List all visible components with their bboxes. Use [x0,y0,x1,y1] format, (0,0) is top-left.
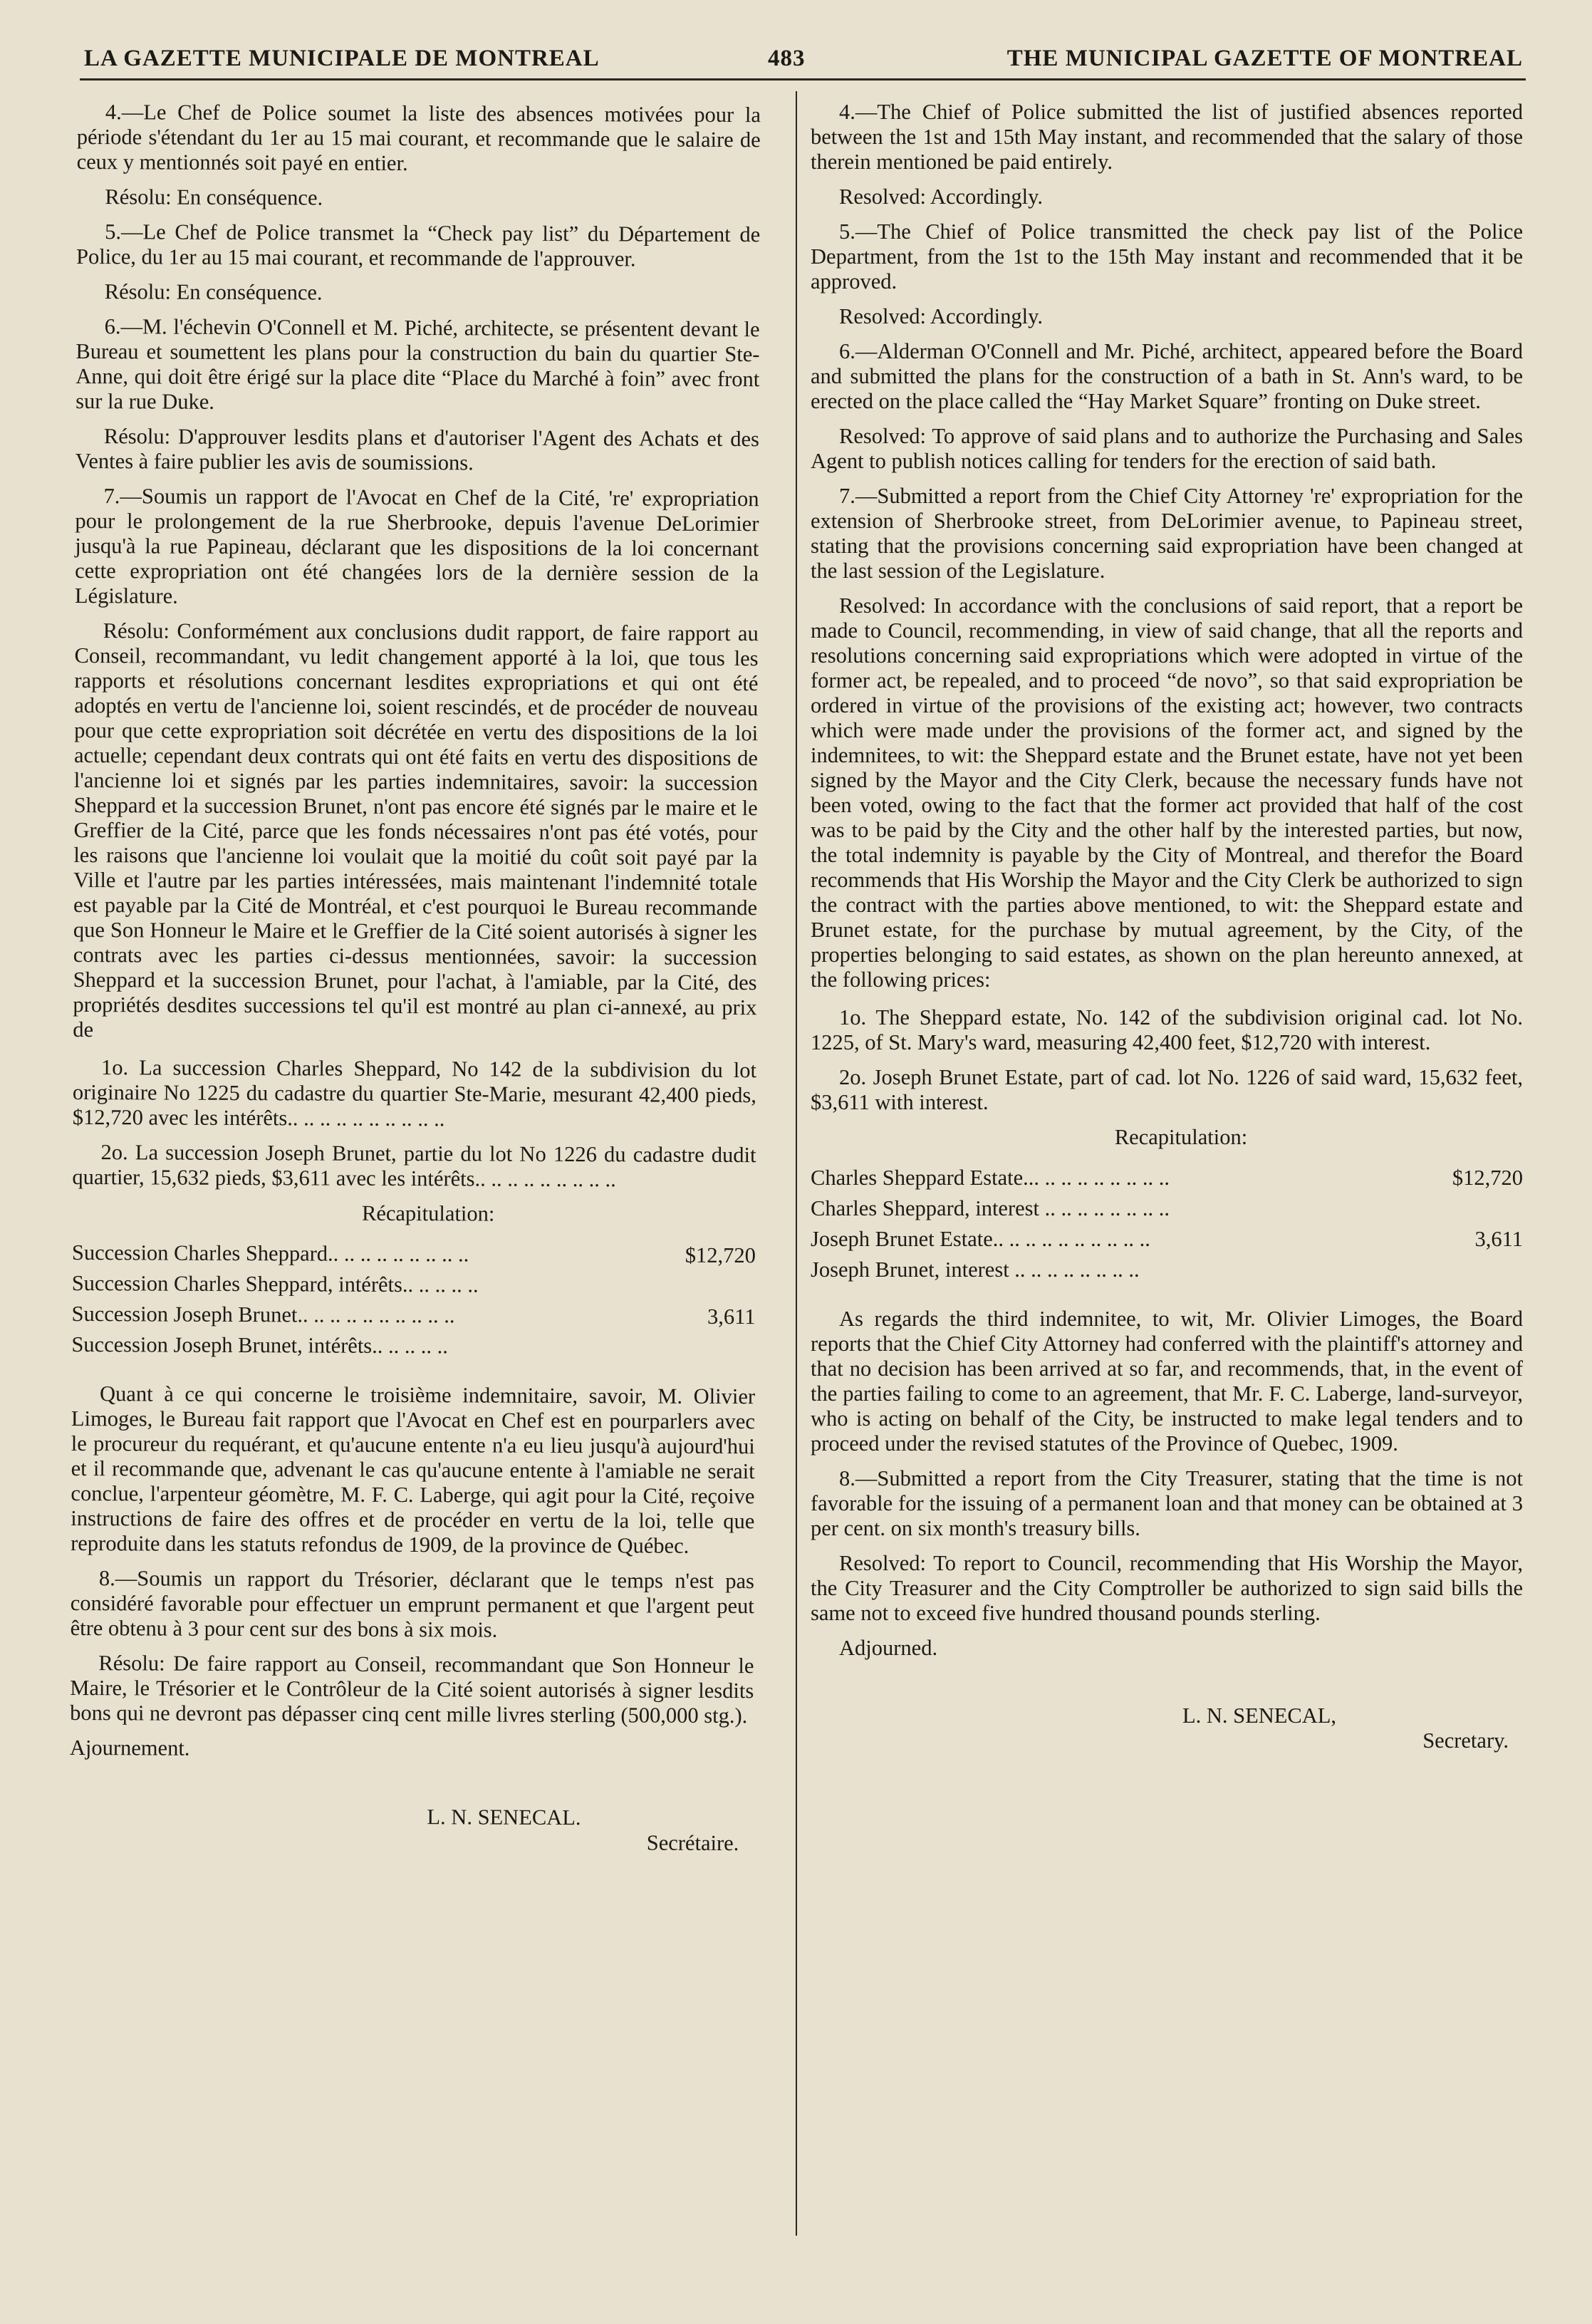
fr-recap-amount: $12,720 [685,1243,756,1268]
fr-third-indemnitee: Quant à ce qui concerne le troisième indemnitaire, savoir, M. Olivier Limoges, le Bureau fait rapport que l'Avocat en Chef est en pourparlers avec le procureur du requérant, et qu'aucune entente n'a eu lieu jusqu'à aujourd'hui et il recommande que, advenant le cas qu'aucune entente à l'amiable ne serait conclue, l'arpenteur géomètre, M. F. C. Laberge, qui agit pour la Cité, reçoive instructions de faire des offres et de procéder en vertu de la loi, telle que reproduite dans les statuts refondus de 1909, de la province de Québec. [71,1381,756,1558]
en-recap-label: Charles Sheppard Estate... .. .. .. .. .. .. .. .. [811,1166,1170,1190]
fr-item-8: 8.—Soumis un rapport du Trésorier, déclarant que le temps n'est pas considéré favorable pour effectuer un emprunt permanent et que l'argent peut être obtenu à 3 pour cent sur des bons à six mois. [70,1566,755,1642]
en-recap-label: Joseph Brunet, interest .. .. .. .. .. .. .. .. [811,1257,1140,1282]
en-recap-row [811,1224,1523,1255]
en-resolution-5: Resolved: Accordingly. [839,304,1044,328]
fr-recap-row [71,1299,755,1332]
fr-recap-label: Succession Charles Sheppard.. .. .. .. .. .. .. .. .. [71,1240,469,1267]
fr-signature [69,1803,753,1856]
fr-recap-label: Succession Joseph Brunet, intérêts.. .. .. .. .. [71,1332,449,1359]
en-recap-list [811,1163,1523,1285]
header-rule [80,78,1526,81]
fr-recap-list [71,1238,756,1363]
en-recap-label: Joseph Brunet Estate.. .. .. .. .. .. .. .. .. .. [811,1227,1150,1251]
fr-resolution-7: Résolu: Conformément aux conclusions dudit rapport, de faire rapport au Conseil, recommandant, vu ledit changement apporté à la loi, que tous les rapports et résolutions concernant lesdites expropriations et qui ont été adoptés en vertu de l'ancienne loi, soient rescindés, et de procéder de nouveau pour que cette expropriation soit décrétée en vertu des dispositions de la loi actuelle; cependant deux contrats qui ont été faits en vertu des dispositions de l'ancienne loi et signés par les parties indemnitaires, savoir: la succession Sheppard et la succession Brunet, n'ont pas encore été signés par le maire et le Greffier de la Cité, parce que les fonds nécessaires n'ont pas été votés, pour les raisons que l'ancienne loi voulait que la moitié du coût soit payé par la Ville et l'autre par les parties intéressées, mais maintenant l'indemnité totale est payable par la Cité de Montréal, et c'est pourquoi le Bureau recommande que Son Honneur le Maire et le Greffier de la Cité soient autorisés à signer les contrats avec les parties ci-dessus mentionnées, savoir: la succession Sheppard et la succession Brunet, pour l'achat, à l'amiable, par la Cité, des propriétés desdites successions tel qu'il est montré au plan ci-annexé, au prix de [73,618,759,1042]
page-header [84,46,1523,81]
en-adjournment: Adjourned. [839,1636,938,1660]
english-column [811,100,1523,1753]
en-item-6: 6.—Alderman O'Connell and Mr. Piché, architect, appeared before the Board and submitted the plans for the construction of a bath in St. Ann's ward, to be erected on the place called the “Hay Market Square” fronting on Duke street. [811,339,1523,413]
fr-recap-amount: 3,611 [707,1304,756,1329]
en-resolution-7: Resolved: In accordance with the conclusions of said report, that a report be made to Council, recommending, in view of said change, that all the reports and resolutions concerning said expropriations which were adopted in virtue of the former act, be repealed, and to proceed “de novo”, so that said expropriation be ordered in virtue of the provisions of the existing act; however, two contracts which were made under the provisions of the former act, and signed by the indemnitees, to wit: the Sheppard estate and the Brunet estate, have not yet been signed by the Mayor and the City Clerk, because the necessary funds have not been voted, owing to the fact that the former act provided that half of the cost was to be paid by the City and the other half by the interested parties, but now, the total indemnity is payable by the City of Montreal, and therefor the Board recommends that His Worship the Mayor and the City Clerk be authorized to sign the contract with the parties above mentioned, to wit: the Sheppard estate and Brunet estate, for the purchase by mutual agreement, by the City, of the properties belonging to said estates, as shown on the plan hereunto annexed, at the following prices: [811,593,1523,992]
fr-item-4: 4.—Le Chef de Police soumet la liste des absences motivées pour la période s'étendant du 1er au 15 mai courant, et recommande que le salaire de ceux y mentionnés soit payé en entier. [76,100,761,176]
fr-adjournment: Ajournement. [69,1735,190,1760]
french-column [69,100,761,1856]
en-resolution-8: Resolved: To report to Council, recommending that His Worship the Mayor, the City Treasurer and the City Comptroller be authorized to sign said bills the same not to exceed five hundred thousand pounds sterling. [811,1551,1523,1625]
en-item-5: 5.—The Chief of Police transmitted the check pay list of the Police Department, from the 1st to the 15th May instant and recommended that it be approved. [811,219,1523,294]
en-item-7: 7.—Submitted a report from the Chief City Attorney 're' expropriation for the extension of Sherbrooke street, from DeLorimier avenue, to Papineau street, stating that the provisions concerning said expropriation have been changed at the last session of the Legislature. [811,484,1523,583]
fr-item-5: 5.—Le Chef de Police transmet la “Check pay list” du Département de Police, du 1er au 15 mai courant, et recommande de l'approuver. [76,219,761,271]
fr-resolution-4: Résolu: En conséquence. [105,185,323,210]
header-english-title: THE MUNICIPAL GAZETTE OF MONTREAL [1006,46,1523,71]
en-recap-row [811,1193,1523,1224]
en-third-indemnitee: As regards the third indemnitee, to wit, Mr. Olivier Limoges, the Board reports that the Chief City Attorney had conferred with the plaintiff's attorney and that no decision has been arrived at so far, and recommends, that, in the event of the parties failing to come to an agreement, that Mr. F. C. Laberge, land-surveyor, who is acting on behalf of the City, be instructed to make legal tenders and to proceed under the revised statutes of the Province of Quebec, 1909. [811,1307,1523,1456]
en-recap-amount [1445,1193,1523,1224]
fr-resolution-8: Résolu: De faire rapport au Conseil, recommandant que Son Honneur le Maire, le Trésorier et le Contrôleur de la Cité soient autorisés à signer lesdits bons qui ne devront pas dépasser cinq cent mille livres sterling (500,000 stg.). [70,1651,754,1728]
en-resolution-6: Resolved: To approve of said plans and to authorize the Purchasing and Sales Agent to publish notices calling for tenders for the erection of said bath. [811,424,1523,473]
en-recap-title: Recapitulation: [1114,1125,1248,1149]
en-resolution-4: Resolved: Accordingly. [839,185,1044,209]
en-signature-name: L. N. SENECAL, [1182,1703,1337,1728]
en-lot-2: 2o. Joseph Brunet Estate, part of cad. lot No. 1226 of said ward, 15,632 feet, $3,611 with interest. [811,1065,1523,1114]
header-french-title: LA GAZETTE MUNICIPALE DE MONTREAL [84,46,600,71]
fr-resolution-6: Résolu: D'approuver lesdits plans et d'autoriser l'Agent des Achats et des Ventes à faire publier les avis de soumissions. [75,424,760,475]
fr-recap-label: Succession Joseph Brunet.. .. .. .. .. .. .. .. .. .. [71,1301,455,1328]
fr-recap-amount [677,1271,756,1302]
en-recap-amount [1445,1255,1523,1285]
fr-lot-1: 1o. La succession Charles Sheppard, No 142 de la subdivision du lot originaire No 1225 du cadastre du quartier Ste-Marie, mesurant 42,400 pieds, $12,720 avec les intérêts.. .. .. .. .. .. .. .. .. .. [72,1055,757,1131]
fr-lot-2: 2o. La succession Joseph Brunet, partie du lot No 1226 du cadastre dudit quartier, 15,632 pieds, $3,611 avec les intérêts.. .. .. .. .. .. .. .. .. [72,1140,756,1192]
fr-recap-title: Récapitulation: [361,1200,495,1226]
en-recap-amount: 3,611 [1474,1227,1523,1251]
fr-recap-row [72,1268,756,1302]
en-signature-title: Secretary. [1422,1728,1509,1753]
fr-recap-amount [677,1332,755,1363]
fr-signature-title: Secrétaire. [646,1830,739,1856]
en-recap-row [811,1255,1523,1285]
fr-resolution-5: Résolu: En conséquence. [104,279,323,305]
en-item-8: 8.—Submitted a report from the City Treasurer, stating that the time is not favorable for the issuing of a permanent loan and that money can be obtained at 3 per cent. on six month's treasury bills. [811,1466,1523,1540]
fr-item-6: 6.—M. l'échevin O'Connell et M. Piché, architecte, se présentent devant le Bureau et soumettent les plans pour la construction du bain du quartier Ste-Anne, qui doit être érigé sur la place dite “Place du Marché à foin” avec front sur la rue Duke. [76,314,760,414]
fr-item-7: 7.—Soumis un rapport de l'Avocat en Chef de la Cité, 're' expropriation pour le prolongement de la rue Sherbrooke, depuis l'avenue DeLorimier jusqu'à la rue Papineau, déclarant que les dispositions de la loi concernant cette expropriation ont été changées lors de la dernière session de la Législature. [74,484,759,608]
fr-recap-row [71,1329,755,1363]
fr-recap-label: Succession Charles Sheppard, intérêts.. .. .. .. .. [71,1270,479,1297]
fr-signature-name: L. N. SENECAL. [427,1805,581,1830]
en-recap-label: Charles Sheppard, interest .. .. .. .. .. .. .. .. [811,1196,1170,1220]
column-divider [796,91,797,2236]
en-lot-1: 1o. The Sheppard estate, No. 142 of the subdivision original cad. lot No. 1225, of St. Mary's ward, measuring 42,400 feet, $12,720 with interest. [811,1005,1523,1054]
en-recap-row [811,1163,1523,1193]
en-recap-amount: $12,720 [1452,1166,1523,1190]
en-signature [811,1703,1523,1753]
fr-recap-row [72,1238,756,1271]
page-number: 483 [768,46,806,71]
en-item-4: 4.—The Chief of Police submitted the list of justified absences reported between the 1st and 15th May instant, and recommended that the salary of those therein mentioned be paid entirely. [811,100,1523,174]
